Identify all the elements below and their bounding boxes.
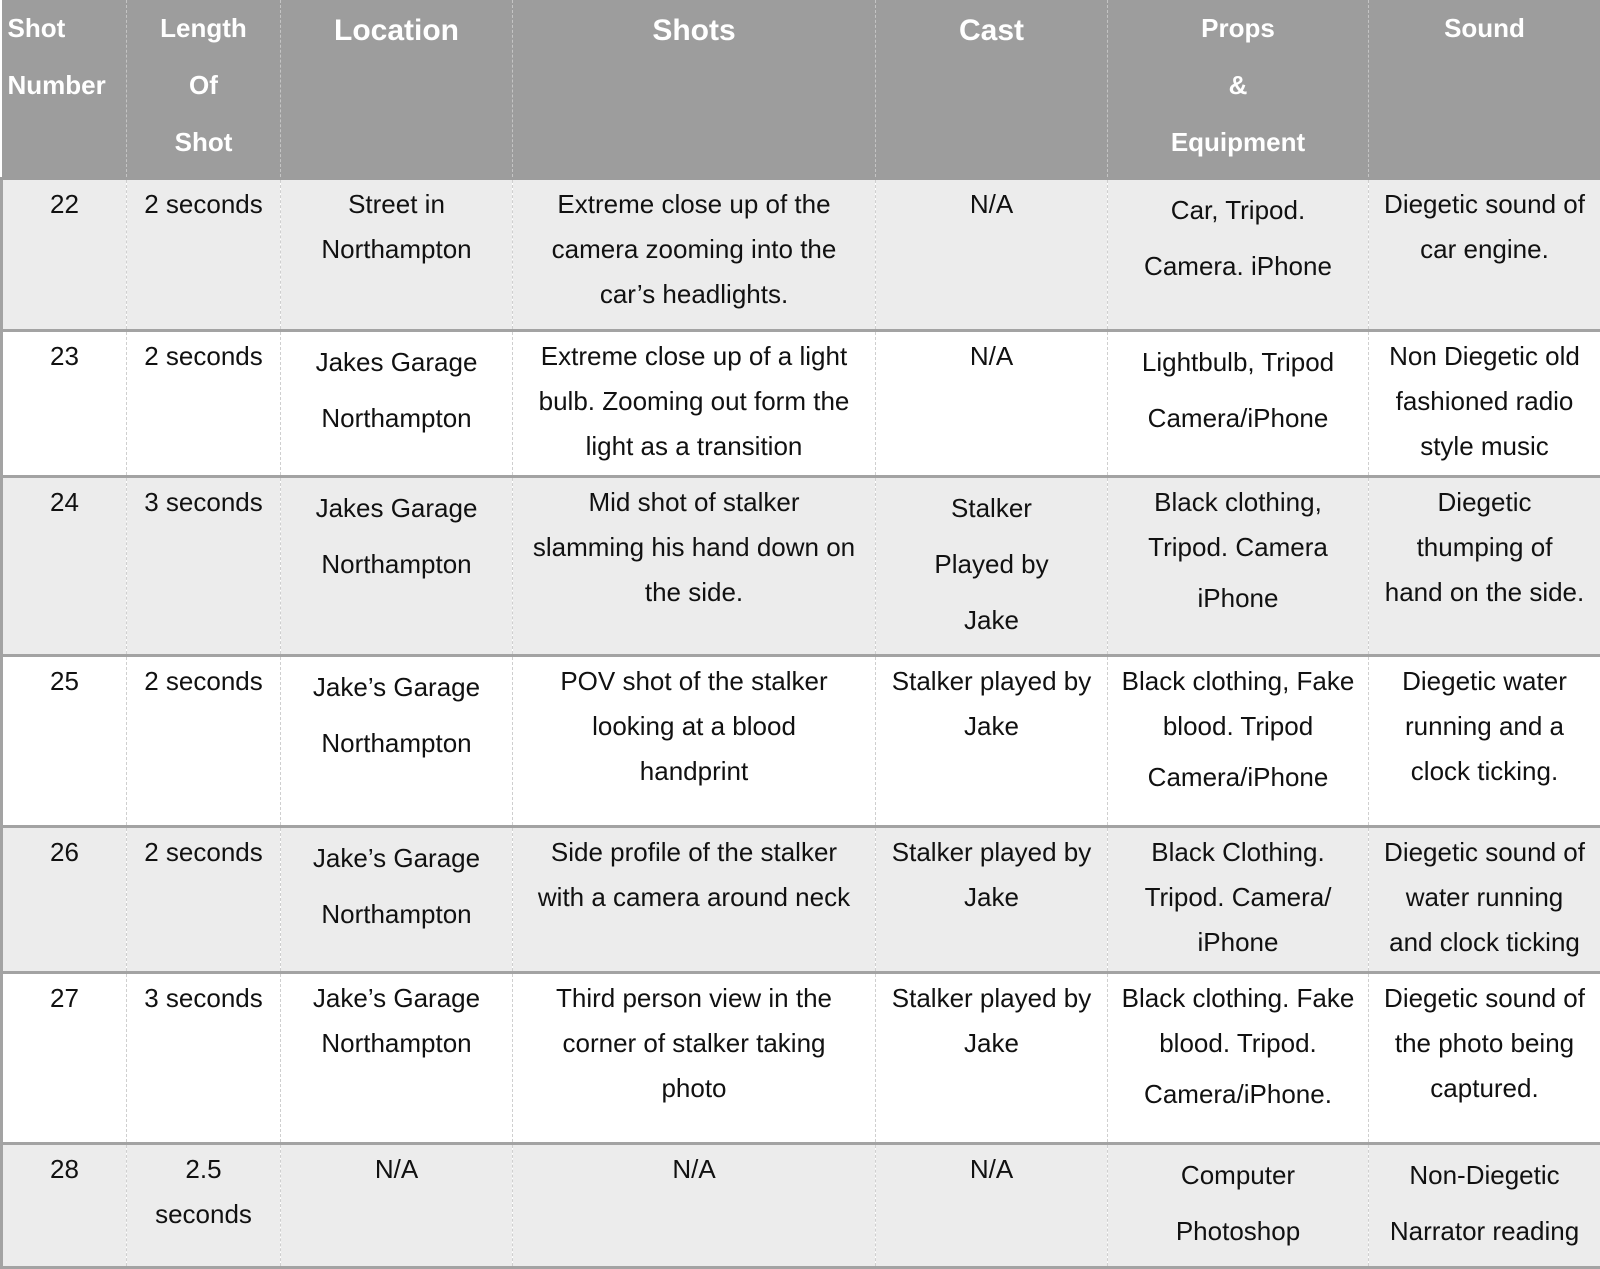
cell-props: Black clothing, Tripod. Camera iPhone [1108,476,1369,655]
header-props-equipment: Props & Equipment [1108,0,1369,178]
header-sound: Sound [1369,0,1600,178]
cell-sound: Diegetic water running and a clock ticking. [1369,655,1600,826]
cell-cast: Stalker played by Jake [876,655,1108,826]
table-row [2,330,1600,476]
cell-cast: Stalker played by Jake [876,972,1108,1143]
cell-props: Car, Tripod. Camera. iPhone [1108,178,1369,330]
table-row [2,655,1600,826]
header-shot-number: Shot Number [2,0,127,178]
cell-shots: POV shot of the stalker looking at a blood handprint [513,655,876,826]
cell-sound: Diegetic sound of water running and clock ticking [1369,826,1600,972]
cell-shot-number: 23 [2,330,127,476]
cell-shot-number: 28 [2,1143,127,1267]
table-row [2,972,1600,1143]
cell-shot-number: 27 [2,972,127,1143]
cell-shot-number: 25 [2,655,127,826]
header-shots: Shots [513,0,876,178]
header-row [2,0,1600,178]
cell-location: Jake’s Garage Northampton [281,972,513,1143]
cell-sound: Diegetic sound of car engine. [1369,178,1600,330]
cell-shots: Extreme close up of a light bulb. Zooming out form the light as a transition [513,330,876,476]
cell-props: Black clothing, Fake blood. Tripod Camera/iPhone [1108,655,1369,826]
header-cast: Cast [876,0,1108,178]
cell-sound: Diegetic thumping of hand on the side. [1369,476,1600,655]
table-row [2,476,1600,655]
cell-location: Street in Northampton [281,178,513,330]
cell-props: Computer Photoshop [1108,1143,1369,1267]
cell-sound: Diegetic sound of the photo being captured. [1369,972,1600,1143]
cell-shots: Extreme close up of the camera zooming into the car’s headlights. [513,178,876,330]
cell-shots: Third person view in the corner of stalker taking photo [513,972,876,1143]
table-row [2,1143,1600,1267]
cell-length: 2.5 seconds [127,1143,281,1267]
cell-shots: N/A [513,1143,876,1267]
cell-cast: Stalker Played by Jake [876,476,1108,655]
table-row [2,178,1600,330]
cell-length: 2 seconds [127,330,281,476]
cell-props: Black Clothing. Tripod. Camera/ iPhone [1108,826,1369,972]
cell-location: Jake’s Garage Northampton [281,655,513,826]
cell-length: 3 seconds [127,972,281,1143]
cell-shot-number: 26 [2,826,127,972]
cell-shot-number: 24 [2,476,127,655]
header-location: Location [281,0,513,178]
cell-props: Black clothing. Fake blood. Tripod. Camera/iPhone. [1108,972,1369,1143]
cell-location: Jakes Garage Northampton [281,476,513,655]
cell-shots: Side profile of the stalker with a camera around neck [513,826,876,972]
cell-props: Lightbulb, Tripod Camera/iPhone [1108,330,1369,476]
cell-sound: Non Diegetic old fashioned radio style music [1369,330,1600,476]
cell-location: Jakes Garage Northampton [281,330,513,476]
cell-cast: N/A [876,330,1108,476]
header-length-of-shot: Length Of Shot [127,0,281,178]
cell-cast: N/A [876,1143,1108,1267]
cell-cast: N/A [876,178,1108,330]
cell-location: N/A [281,1143,513,1267]
cell-shots: Mid shot of stalker slamming his hand down on the side. [513,476,876,655]
cell-shot-number: 22 [2,178,127,330]
cell-length: 3 seconds [127,476,281,655]
table-row [2,826,1600,972]
cell-length: 2 seconds [127,178,281,330]
cell-location: Jake’s Garage Northampton [281,826,513,972]
cell-cast: Stalker played by Jake [876,826,1108,972]
cell-length: 2 seconds [127,655,281,826]
cell-sound: Non-Diegetic Narrator reading [1369,1143,1600,1267]
cell-length: 2 seconds [127,826,281,972]
